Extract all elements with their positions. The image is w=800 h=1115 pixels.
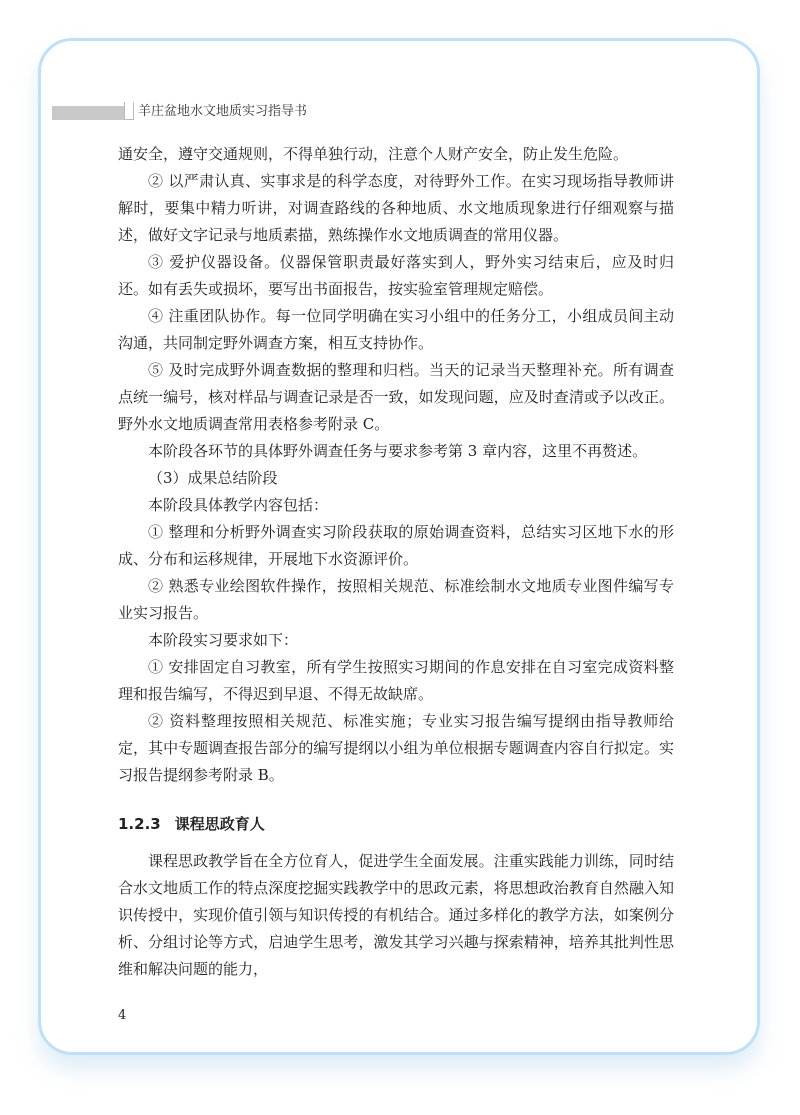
subheading: （3）成果总结阶段	[148, 469, 278, 487]
paragraph: ④ 注重团队协作。每一位同学明确在实习小组中的任务分工，小组成员间主动沟通，共同制定野外调查方案，相互支持协作。	[118, 307, 674, 352]
paragraph: 本阶段实习要求如下：	[148, 631, 299, 649]
header-bar	[52, 106, 124, 120]
paragraph: 通安全，遵守交通规则，不得单独行动，注意个人财产安全，防止发生危险。	[118, 145, 629, 163]
paragraph: ① 安排固定自习教室，所有学生按照实习期间的作息安排在自习室完成资料整理和报告编写，不得迟到早退、不得无故缺席。	[118, 658, 674, 703]
section-heading	[118, 811, 674, 838]
paragraph: ① 整理和分析野外调查实习阶段获取的原始调查资料，总结实习区地下水的形成、分布和运移规律，开展地下水资源评价。	[118, 523, 674, 568]
section-number: 1.2.3	[118, 815, 161, 833]
paragraph: ⑤ 及时完成野外调查数据的整理和归档。当天的记录当天整理补充。所有调查点统一编号，核对样品与调查记录是否一致，如发现问题，应及时查清或予以改正。野外水文地质调查常用表格参考附录 C。	[118, 361, 674, 433]
page-content	[118, 141, 674, 983]
paragraph: ② 熟悉专业绘图软件操作，按照相关规范、标准绘制水文地质专业图件编写专业实习报告。	[118, 577, 674, 622]
paragraph: 本阶段各环节的具体野外调查任务与要求参考第 3 章内容，这里不再赘述。	[148, 442, 648, 460]
paragraph: ② 以严肃认真、实事求是的科学态度，对待野外工作。在实习现场指导教师讲解时，要集中精力听讲，对调查路线的各种地质、水文地质现象进行仔细观察与描述，做好文字记录与地质素描，熟练操作水文地质调查的常用仪器。	[118, 172, 674, 244]
paragraph: 本阶段具体教学内容包括：	[148, 496, 329, 514]
page-number: 4	[118, 1008, 127, 1023]
running-header-title: 羊庄盆地水文地质实习指导书	[138, 104, 308, 119]
page-body	[118, 141, 674, 1025]
bookmark-icon	[124, 102, 134, 120]
paragraph: 课程思政教学旨在全方位育人，促进学生全面发展。注重实践能力训练，同时结合水文地质工作的特点深度挖掘实践教学中的思政元素，将思想政治教育自然融入知识传授中，实现价值引领与知识传授的有机结合。通过多样化的教学方法，如案例分析、分组讨论等方式，启迪学生思考，激发其学习兴趣与探索精神，培养其批判性思维和解决问题的能力，	[118, 852, 674, 978]
section-title: 课程思政育人	[174, 815, 265, 833]
paragraph: ③ 爱护仪器设备。仪器保管职责最好落实到人，野外实习结束后，应及时归还。如有丢失或损坏，要写出书面报告，按实验室管理规定赔偿。	[118, 253, 674, 298]
paragraph: ② 资料整理按照相关规范、标准实施；专业实习报告编写提纲由指导教师给定，其中专题调查报告部分的编写提纲以小组为单位根据专题调查内容自行拟定。实习报告提纲参考附录 B。	[118, 712, 674, 784]
